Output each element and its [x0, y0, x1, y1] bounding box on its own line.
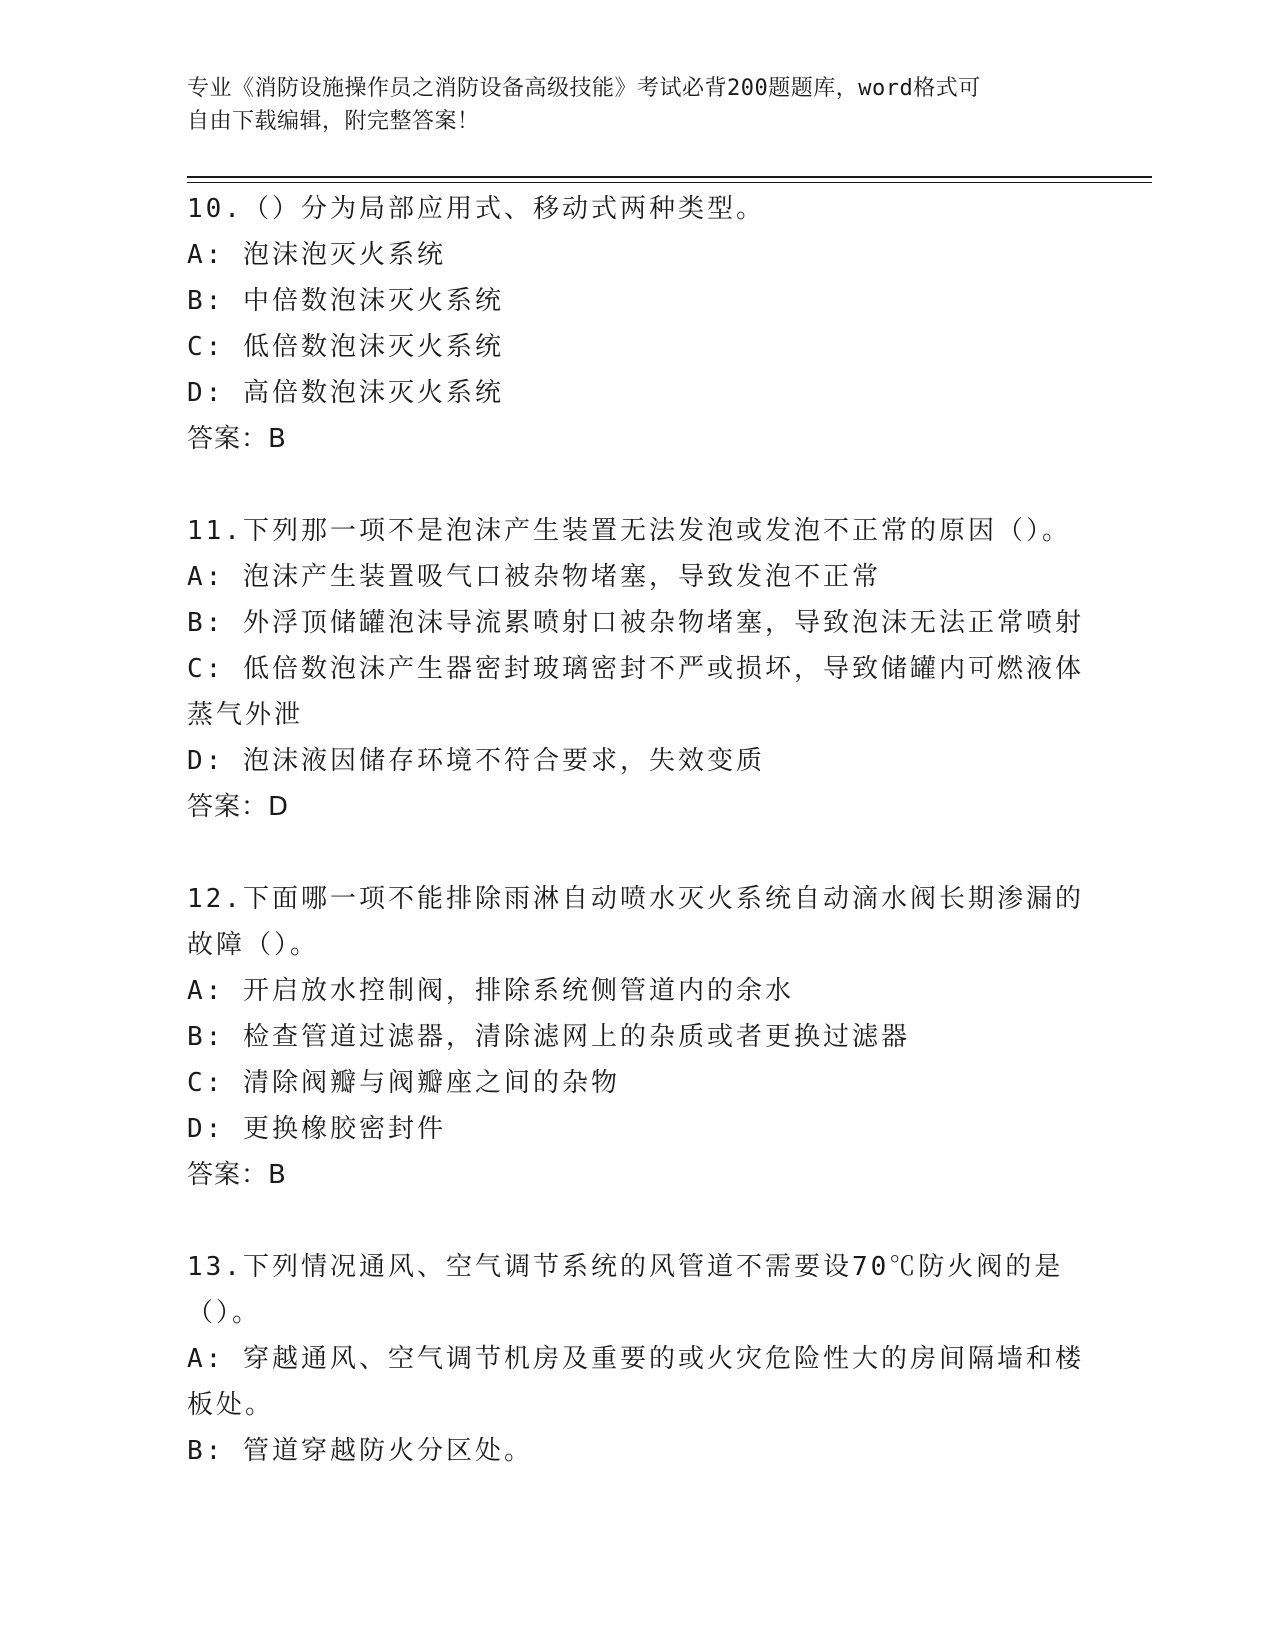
question-stem: 13.下列情况通风、空气调节系统的风管道不需要设70℃防火阀的是（）。 [187, 1252, 1064, 1328]
question-stem: 10.（）分为局部应用式、移动式两种类型。 [187, 194, 765, 224]
option-b: B: 检查管道过滤器，清除滤网上的杂质或者更换过滤器 [187, 1022, 910, 1052]
question-12 [187, 876, 1087, 1198]
option-b: B: 中倍数泡沫灭火系统 [187, 286, 504, 316]
question-stem: 11.下列那一项不是泡沫产生装置无法发泡或发泡不正常的原因（）。 [187, 516, 1071, 546]
option-c: C: 低倍数泡沫灭火系统 [187, 332, 504, 362]
question-stem: 12.下面哪一项不能排除雨淋自动喷水灭火系统自动滴水阀长期渗漏的故障（）。 [187, 884, 1084, 960]
answer: 答案：B [187, 424, 287, 454]
option-c: C: 清除阀瓣与阀瓣座之间的杂物 [187, 1068, 620, 1098]
option-d: D: 更换橡胶密封件 [187, 1114, 446, 1144]
document-header [187, 72, 1087, 138]
question-list [187, 186, 1087, 1474]
option-a: A: 穿越通风、空气调节机房及重要的或火灾危险性大的房间隔墙和楼板处。 [187, 1344, 1084, 1420]
header-line-1: 专业《消防设施操作员之消防设备高级技能》考试必背200题题库，word格式可 [187, 76, 981, 101]
question-13 [187, 1244, 1087, 1474]
option-a: A: 开启放水控制阀，排除系统侧管道内的余水 [187, 976, 794, 1006]
header-divider-thick [187, 176, 1152, 178]
option-b: B: 外浮顶储罐泡沫导流累喷射口被杂物堵塞，导致泡沫无法正常喷射 [187, 608, 1084, 638]
option-a: A: 泡沫泡灭火系统 [187, 240, 446, 270]
option-b: B: 管道穿越防火分区处。 [187, 1436, 533, 1466]
answer: 答案：B [187, 1160, 287, 1190]
header-line-2: 自由下载编辑，附完整答案！ [187, 109, 480, 134]
question-11 [187, 508, 1087, 830]
option-c: C: 低倍数泡沫产生器密封玻璃密封不严或损坏，导致储罐内可燃液体蒸气外泄 [187, 654, 1084, 730]
header-divider-thin [187, 182, 1152, 183]
answer: 答案：D [187, 792, 290, 822]
option-d: D: 高倍数泡沫灭火系统 [187, 378, 504, 408]
option-d: D: 泡沫液因储存环境不符合要求，失效变质 [187, 746, 765, 776]
option-a: A: 泡沫产生装置吸气口被杂物堵塞，导致发泡不正常 [187, 562, 881, 592]
question-10 [187, 186, 1087, 462]
